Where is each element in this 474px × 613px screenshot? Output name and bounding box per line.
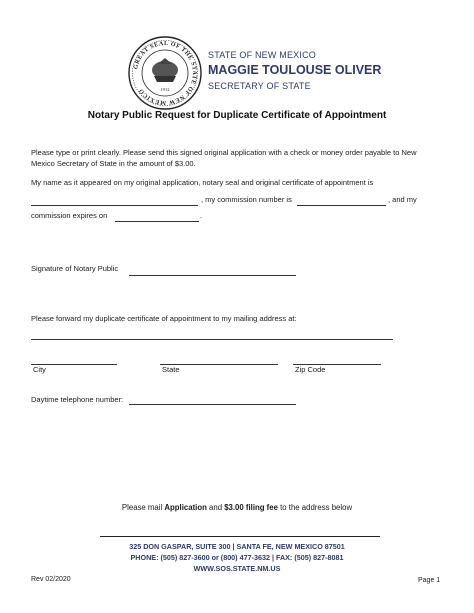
mail-note-and: and [209, 503, 223, 512]
header-office: SECRETARY OF STATE [208, 81, 311, 91]
commission-expiration-field[interactable] [115, 221, 199, 222]
footer-website: WWW.SOS.STATE.NM.US [193, 564, 281, 573]
period-text: . [200, 211, 203, 220]
mail-note-fee: $3.00 filing fee [224, 503, 278, 512]
footer-phone: PHONE: (505) 827-3600 or (800) 477-3632 | FAX: (505) 827-8081 [130, 553, 344, 562]
street-address-field[interactable] [31, 339, 393, 340]
city-label: City [33, 365, 46, 374]
mailing-address-prompt: Please forward my duplicate certificate of appointment to my mailing address at: [31, 314, 297, 323]
phone-field[interactable] [129, 404, 296, 405]
and-my-text: , and my [388, 195, 417, 204]
mail-note [0, 503, 474, 512]
state-label: State [162, 365, 180, 374]
zip-code-label: Zip Code [295, 365, 326, 374]
commission-number-field[interactable] [297, 205, 386, 206]
mail-note-application: Application [164, 503, 207, 512]
notary-name-field[interactable] [31, 205, 198, 206]
state-seal [128, 36, 202, 110]
phone-label: Daytime telephone number: [31, 395, 124, 404]
name-prompt: My name as it appeared on my original application, notary seal and original certificate of appointment is [31, 178, 374, 187]
page-number: Page 1 [418, 577, 441, 584]
seal-ring-text: GREAT SEAL OF THE STATE OF NEW MEXICO [133, 40, 198, 106]
mail-note-prefix: Please mail [121, 503, 163, 512]
commission-expires-text: commission expires on [31, 211, 108, 220]
mail-note-suffix: to the address below [280, 503, 353, 512]
revision-label: Rev 02/2020 [31, 576, 71, 583]
header-state: STATE OF NEW MEXICO [208, 50, 316, 60]
commission-number-text: , my commission number is [201, 195, 292, 204]
document-title: Notary Public Request for Duplicate Certificate of Appointment [87, 110, 387, 121]
signature-label: Signature of Notary Public [31, 264, 119, 273]
instructions-line-1: Please type or print clearly. Please send this signed original application with a check or money order payable to New [31, 148, 417, 157]
signature-field[interactable] [129, 275, 296, 276]
footer-address: 325 DON GASPAR, SUITE 300 | SANTA FE, NEW MEXICO 87501 [129, 542, 345, 551]
instructions-line-2: Mexico Secretary of State in the amount of $3.00. [31, 159, 196, 168]
footer-divider [100, 536, 380, 537]
state-seal-icon [128, 36, 202, 110]
header-official-name: MAGGIE TOULOUSE OLIVER [208, 63, 382, 77]
seal-year: 1912 [160, 87, 170, 92]
